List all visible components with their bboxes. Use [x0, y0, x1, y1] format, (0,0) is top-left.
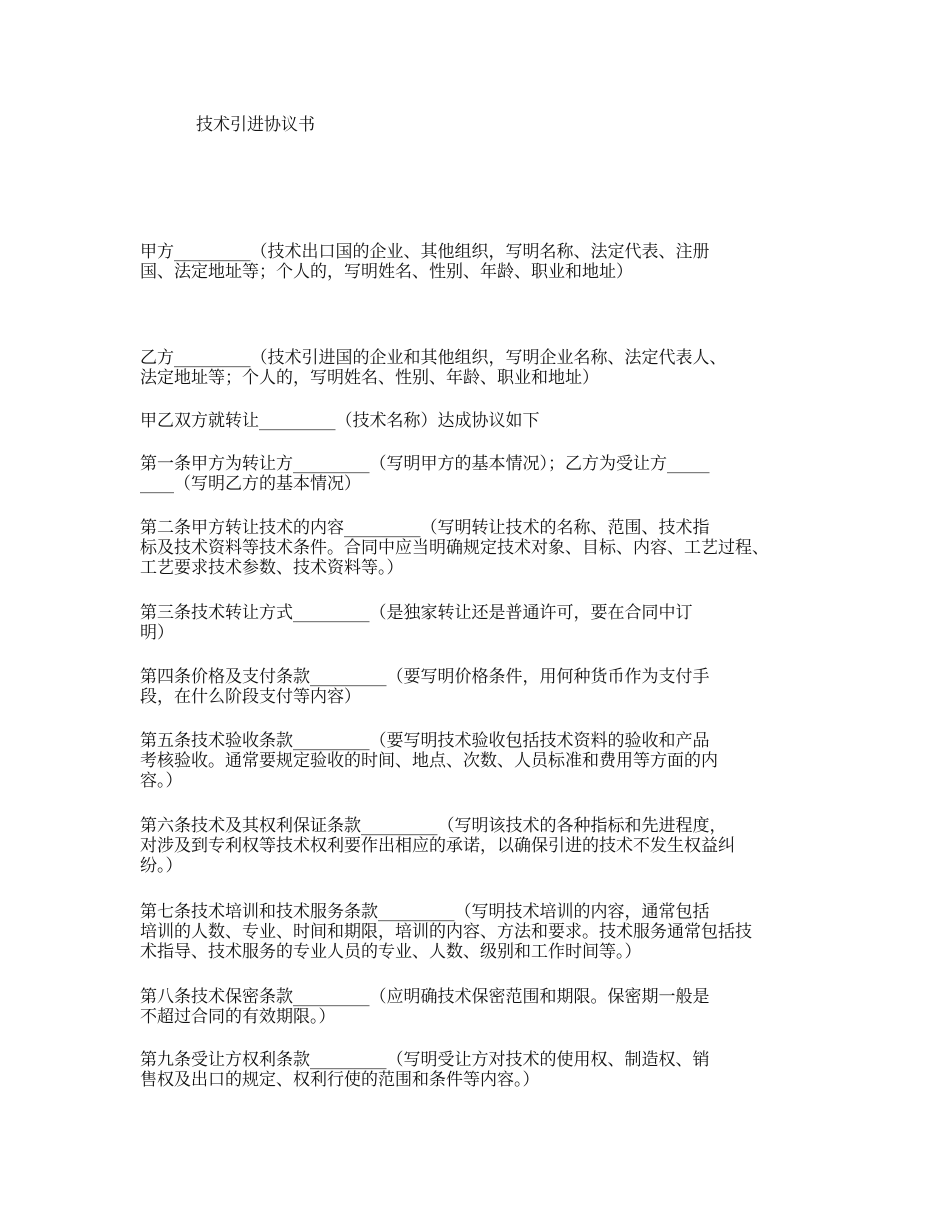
article-8-paragraph: 第八条技术保密条款_________（应明确技术保密范围和期限。保密期一般是 不超过合同的有效期限。） [140, 987, 710, 1027]
party-a-paragraph: 甲方_________（技术出口国的企业、其他组织，写明名称、法定代表、注册 国、法定地址等；个人的，写明姓名、性别、年龄、职业和地址） [140, 242, 710, 282]
article-3-paragraph: 第三条技术转让方式_________（是独家转让还是普通许可，要在合同中订 明） [140, 603, 693, 643]
article-2-paragraph: 第二条甲方转让技术的内容_________（写明转让技术的名称、范围、技术指 标及技术资料等技术条件。合同中应当明确规定技术对象、目标、内容、工艺过程、 工艺要求技术参数、技术资料等。） [140, 518, 769, 578]
document-title: 技术引进协议书 [196, 115, 315, 135]
article-4-paragraph: 第四条价格及支付条款_________（要写明价格条件，用何种货币作为支付手 段，在什么阶段支付等内容） [140, 667, 710, 707]
article-1-paragraph: 第一条甲方为转让方_________（写明甲方的基本情况）；乙方为受让方_____ ____（写明乙方的基本情况） [140, 454, 710, 494]
agreement-intro-paragraph: 甲乙双方就转让_________（技术名称）达成协议如下 [140, 411, 540, 431]
article-6-paragraph: 第六条技术及其权利保证条款_________（写明该技术的各种指标和先进程度， 对涉及到专利权等技术权利要作出相应的承诺，以确保引进的技术不发生权益纠 纷。） [140, 816, 735, 876]
article-9-paragraph: 第九条受让方权利条款_________（写明受让方对技术的使用权、制造权、销 售权及出口的规定、权利行使的范围和条件等内容。） [140, 1050, 710, 1090]
article-7-paragraph: 第七条技术培训和技术服务条款_________（写明技术培训的内容，通常包括 培训的人数、专业、时间和期限，培训的内容、方法和要求。技术服务通常包括技 术指导、技术服务的专业人员的专业、人数、级别和工作时间等。） [140, 902, 752, 962]
party-b-paragraph: 乙方_________（技术引进国的企业和其他组织，写明企业名称、法定代表人、 法定地址等；个人的，写明姓名、性别、年龄、职业和地址） [140, 348, 727, 388]
article-5-paragraph: 第五条技术验收条款_________（要写明技术验收包括技术资料的验收和产品 考核验收。通常要规定验收的时间、地点、次数、人员标准和费用等方面的内 容。） [140, 731, 718, 791]
